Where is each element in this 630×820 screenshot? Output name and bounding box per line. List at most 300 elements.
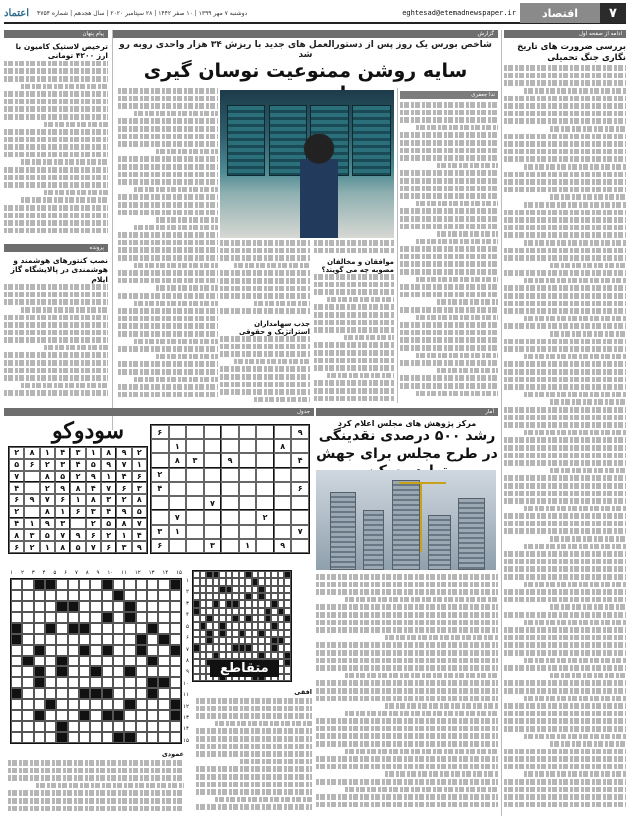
crossword-cell[interactable] [113, 645, 124, 656]
crossword-cell[interactable] [11, 656, 22, 667]
crossword-cell[interactable] [68, 612, 79, 623]
sudoku-cell[interactable] [186, 510, 204, 524]
crossword-cell[interactable] [34, 623, 45, 634]
crossword-cell[interactable] [11, 645, 22, 656]
crossword-cell[interactable] [34, 688, 45, 699]
sudoku-cell[interactable]: ۴ [151, 482, 169, 496]
crossword-cell [206, 600, 213, 607]
crossword-cell[interactable] [22, 699, 33, 710]
crossword-cell[interactable] [136, 601, 147, 612]
crossword-cell[interactable] [22, 590, 33, 601]
crossword-cell[interactable] [136, 710, 147, 721]
crossword-cell[interactable] [56, 623, 67, 634]
crossword-cell[interactable] [147, 612, 158, 623]
crossword-cell[interactable] [90, 634, 101, 645]
crossword-cell[interactable] [34, 634, 45, 645]
crossword-cell[interactable] [170, 721, 181, 732]
sudoku-cell[interactable] [221, 525, 239, 539]
crossword-cell[interactable] [136, 677, 147, 688]
crossword-cell[interactable] [11, 601, 22, 612]
sudoku-cell[interactable] [204, 482, 222, 496]
right-column [504, 42, 626, 816]
text-line [314, 396, 394, 402]
crossword-cell[interactable] [22, 623, 33, 634]
crossword-cell[interactable] [147, 721, 158, 732]
sudoku-cell[interactable]: ۶ [291, 482, 309, 496]
text-line [4, 299, 108, 305]
text-line [504, 711, 626, 717]
sudoku-cell[interactable]: ۹ [291, 425, 309, 439]
crossword-cell[interactable] [22, 601, 33, 612]
sudoku-cell[interactable] [274, 453, 292, 467]
crossword-cell[interactable] [113, 677, 124, 688]
sudoku-cell[interactable]: ۴ [291, 453, 309, 467]
sudoku-cell[interactable] [274, 496, 292, 510]
sudoku-cell[interactable] [256, 425, 274, 439]
crossword-cell[interactable] [136, 612, 147, 623]
sudoku-cell[interactable] [151, 439, 169, 453]
sudoku-cell[interactable] [204, 439, 222, 453]
crossword-cell[interactable] [113, 579, 124, 590]
sudoku-cell[interactable] [186, 539, 204, 553]
sudoku-cell[interactable] [239, 496, 257, 510]
crossword-cell[interactable] [90, 601, 101, 612]
sudoku-cell[interactable]: ۸ [169, 453, 187, 467]
crossword-cell[interactable] [158, 732, 169, 743]
text-line [327, 297, 394, 303]
crossword-cell[interactable] [113, 699, 124, 710]
sudoku-cell[interactable] [186, 482, 204, 496]
crossword-cell[interactable] [90, 699, 101, 710]
sudoku-cell[interactable]: ۳ [204, 539, 222, 553]
crossword-cell[interactable] [136, 623, 147, 634]
crossword-cell[interactable] [68, 721, 79, 732]
sudoku-puzzle-grid[interactable] [150, 424, 310, 554]
sudoku-cell[interactable] [274, 482, 292, 496]
crossword-cell[interactable] [158, 710, 169, 721]
crossword-cell [284, 666, 291, 673]
sudoku-cell[interactable] [204, 468, 222, 482]
sudoku-cell[interactable] [239, 453, 257, 467]
crossword-cell[interactable] [158, 666, 169, 677]
crossword-cell[interactable] [170, 590, 181, 601]
crossword-cell[interactable] [124, 721, 135, 732]
sudoku-cell[interactable]: ۷ [291, 525, 309, 539]
text-line [118, 210, 218, 216]
sudoku-cell[interactable]: ۱ [169, 525, 187, 539]
crossword-cell[interactable] [45, 590, 56, 601]
crossword-cell[interactable] [22, 710, 33, 721]
text-line [196, 728, 312, 734]
crossword-cell[interactable] [136, 699, 147, 710]
sudoku-cell[interactable] [151, 453, 169, 467]
crossword-cell[interactable] [68, 666, 79, 677]
crossword-cell[interactable] [102, 623, 113, 634]
crossword-cell[interactable] [136, 732, 147, 743]
sudoku-cell[interactable] [204, 425, 222, 439]
crossword-cell[interactable] [11, 732, 22, 743]
crossword-cell[interactable] [124, 656, 135, 667]
crossword-cell[interactable] [22, 732, 33, 743]
sudoku-cell[interactable] [291, 539, 309, 553]
crossword-cell[interactable] [124, 623, 135, 634]
crossword-cell[interactable] [45, 732, 56, 743]
sudoku-cell[interactable]: ۸ [274, 439, 292, 453]
text-line [504, 210, 626, 216]
crossword-block [147, 623, 158, 634]
crossword-cell[interactable] [136, 721, 147, 732]
crossword-block [158, 677, 169, 688]
text-line [314, 282, 394, 288]
sudoku-cell[interactable] [204, 525, 222, 539]
text-line [314, 388, 394, 394]
crossword-cell[interactable] [147, 645, 158, 656]
text-line [550, 604, 626, 610]
crossword-cell[interactable] [68, 645, 79, 656]
crossword-cell[interactable] [147, 710, 158, 721]
sudoku-cell[interactable] [291, 510, 309, 524]
crossword-cell[interactable] [113, 612, 124, 623]
crossword-cell[interactable] [170, 601, 181, 612]
crossword-cell[interactable] [158, 721, 169, 732]
text-line [524, 240, 626, 246]
sudoku-cell[interactable] [291, 468, 309, 482]
crossword-cell[interactable] [68, 732, 79, 743]
sudoku-cell[interactable]: ۳ [186, 453, 204, 467]
crossword-cell[interactable] [170, 732, 181, 743]
crossword-grid[interactable] [10, 578, 182, 744]
sudoku-cell[interactable] [169, 482, 187, 496]
crossword-cell[interactable] [45, 612, 56, 623]
crossword-cell[interactable] [158, 623, 169, 634]
crossword-cell[interactable] [90, 677, 101, 688]
crossword-cell[interactable] [22, 645, 33, 656]
sudoku-cell[interactable] [239, 525, 257, 539]
sudoku-cell[interactable] [274, 425, 292, 439]
housing-text [316, 574, 498, 816]
crossword-cell[interactable] [56, 634, 67, 645]
lead-label: گزارش [113, 30, 498, 38]
sudoku-cell[interactable] [256, 525, 274, 539]
crossword-cell[interactable] [170, 656, 181, 667]
crossword-cell[interactable] [113, 666, 124, 677]
crossword-cell[interactable] [34, 699, 45, 710]
crossword-cell[interactable] [79, 666, 90, 677]
sudoku-cell[interactable]: ۹ [221, 453, 239, 467]
crossword-cell[interactable] [45, 645, 56, 656]
sudoku-cell[interactable] [221, 468, 239, 482]
sudoku-cell[interactable] [274, 525, 292, 539]
crossword-cell[interactable] [11, 666, 22, 677]
crossword-cell[interactable] [147, 590, 158, 601]
crossword-cell[interactable] [56, 590, 67, 601]
crossword-cell[interactable] [45, 721, 56, 732]
sudoku-cell[interactable] [256, 482, 274, 496]
crossword-cell[interactable] [79, 634, 90, 645]
sudoku-cell[interactable] [221, 496, 239, 510]
crossword-cell[interactable] [170, 677, 181, 688]
text-line [316, 604, 498, 610]
crossword-cell[interactable] [22, 677, 33, 688]
crossword-cell[interactable] [170, 623, 181, 634]
crossword-cell[interactable] [136, 579, 147, 590]
crossword-cell[interactable] [158, 699, 169, 710]
sudoku-cell: ۶ [132, 471, 147, 483]
sudoku-cell[interactable] [221, 539, 239, 553]
sudoku-cell[interactable]: ۶ [151, 539, 169, 553]
sudoku-cell[interactable] [256, 539, 274, 553]
sudoku-cell[interactable] [169, 425, 187, 439]
sudoku-cell[interactable] [169, 539, 187, 553]
crossword-block [193, 600, 200, 607]
crossword-cell[interactable] [56, 677, 67, 688]
crossword-cell[interactable] [113, 634, 124, 645]
crossword-cell[interactable] [68, 634, 79, 645]
crossword-cell [265, 644, 272, 651]
crossword-cell[interactable] [34, 656, 45, 667]
crossword-cell[interactable] [102, 699, 113, 710]
crossword-cell[interactable] [102, 677, 113, 688]
crossword-cell[interactable] [79, 721, 90, 732]
crossword-cell[interactable] [34, 721, 45, 732]
crossword-cell[interactable] [79, 612, 90, 623]
crossword-cell[interactable] [113, 623, 124, 634]
crossword-cell[interactable] [124, 677, 135, 688]
crossword-cell[interactable] [79, 579, 90, 590]
crossword-cell[interactable] [170, 666, 181, 677]
crossword-cell[interactable] [79, 732, 90, 743]
crossword-cell[interactable] [90, 721, 101, 732]
sudoku-cell[interactable] [169, 496, 187, 510]
crossword-cell[interactable] [158, 688, 169, 699]
crossword-cell[interactable] [68, 590, 79, 601]
crossword-cell[interactable] [11, 721, 22, 732]
sudoku-cell[interactable] [239, 425, 257, 439]
crossword-cell[interactable] [124, 590, 135, 601]
crossword-cell[interactable] [56, 688, 67, 699]
crossword-cell[interactable] [22, 612, 33, 623]
crossword-cell[interactable] [113, 721, 124, 732]
crossword-cell[interactable] [34, 590, 45, 601]
section-email[interactable]: eghtesad@etemadnewspaper.ir [402, 9, 516, 17]
crossword-cell[interactable] [102, 590, 113, 601]
sudoku-cell[interactable] [256, 468, 274, 482]
crossword-cell[interactable] [113, 601, 124, 612]
sudoku-cell: ۳ [101, 494, 116, 506]
crossword-cell[interactable] [90, 579, 101, 590]
sudoku-cell[interactable] [291, 496, 309, 510]
crossword-cell[interactable] [22, 666, 33, 677]
crossword-cell[interactable] [158, 590, 169, 601]
crossword-cell [193, 593, 200, 600]
crossword-cell[interactable] [56, 699, 67, 710]
sudoku-cell[interactable] [186, 496, 204, 510]
crossword-cell[interactable] [11, 677, 22, 688]
sudoku-cell[interactable] [151, 496, 169, 510]
sudoku-cell[interactable] [186, 468, 204, 482]
crossword-cell[interactable] [90, 590, 101, 601]
crossword-cell[interactable] [102, 634, 113, 645]
crossword-cell[interactable] [170, 688, 181, 699]
crossword-cell[interactable] [45, 677, 56, 688]
sudoku-cell[interactable]: ۶ [151, 425, 169, 439]
crossword-cell[interactable] [34, 732, 45, 743]
crossword-cell[interactable] [22, 688, 33, 699]
sudoku-cell[interactable] [221, 482, 239, 496]
crossword-cell[interactable] [68, 688, 79, 699]
crossword-cell[interactable] [45, 710, 56, 721]
crossword-cell[interactable] [34, 601, 45, 612]
sudoku-cell[interactable]: ۲ [151, 468, 169, 482]
crossword-cell[interactable] [68, 579, 79, 590]
sudoku-cell[interactable]: ۷ [204, 496, 222, 510]
crossword-cell[interactable] [147, 666, 158, 677]
sudoku-cell[interactable] [256, 439, 274, 453]
sudoku-cell[interactable] [221, 510, 239, 524]
down-label: عمودی [161, 750, 184, 758]
crossword-cell[interactable] [79, 699, 90, 710]
crossword-cell[interactable] [56, 579, 67, 590]
crossword-cell[interactable] [170, 634, 181, 645]
sudoku-cell[interactable] [186, 425, 204, 439]
sudoku-cell[interactable] [256, 496, 274, 510]
crossword-cell[interactable] [124, 645, 135, 656]
crossword-cell[interactable] [158, 579, 169, 590]
crossword-cell [278, 666, 285, 673]
sudoku-cell: ۶ [55, 494, 70, 506]
crossword-cell[interactable] [45, 666, 56, 677]
crossword-cell[interactable] [113, 688, 124, 699]
sudoku-cell[interactable] [221, 425, 239, 439]
crossword-block [124, 612, 135, 623]
crossword-cell[interactable] [124, 688, 135, 699]
crossword-cell[interactable] [11, 590, 22, 601]
crossword-cell[interactable] [124, 634, 135, 645]
crossword-cell[interactable] [79, 601, 90, 612]
crossword-cell[interactable] [45, 634, 56, 645]
crossword-cell[interactable] [158, 612, 169, 623]
crossword-cell[interactable] [11, 579, 22, 590]
sudoku-cell[interactable] [291, 439, 309, 453]
sudoku-cell[interactable]: ۱ [239, 539, 257, 553]
sudoku-cell[interactable]: ۳ [151, 525, 169, 539]
crossword-cell[interactable] [147, 601, 158, 612]
crossword-cell[interactable] [56, 645, 67, 656]
sudoku-cell[interactable] [274, 468, 292, 482]
crossword-cell[interactable] [102, 732, 113, 743]
crossword-cell[interactable] [90, 612, 101, 623]
sudoku-cell[interactable]: ۱ [169, 439, 187, 453]
crossword-cell[interactable] [90, 732, 101, 743]
crossword-cell[interactable] [147, 699, 158, 710]
sudoku-cell[interactable]: ۷ [169, 510, 187, 524]
crossword-cell[interactable] [68, 677, 79, 688]
sudoku-cell[interactable] [239, 510, 257, 524]
crossword-cell[interactable] [113, 656, 124, 667]
crossword-cell[interactable] [147, 579, 158, 590]
sudoku-cell[interactable]: ۲ [256, 510, 274, 524]
crossword-cell[interactable] [90, 710, 101, 721]
crossword-cell[interactable] [147, 634, 158, 645]
crossword-cell[interactable] [90, 645, 101, 656]
sudoku-cell[interactable] [274, 510, 292, 524]
crossword-cell[interactable] [136, 590, 147, 601]
sudoku-cell[interactable]: ۹ [274, 539, 292, 553]
crossword-cell [258, 637, 265, 644]
crossword-cell[interactable] [79, 677, 90, 688]
sudoku-cell[interactable] [186, 439, 204, 453]
crossword-block [34, 710, 45, 721]
crossword-cell[interactable] [147, 732, 158, 743]
crossword-cell[interactable] [68, 656, 79, 667]
crossword-cell[interactable] [45, 656, 56, 667]
text-line [524, 734, 626, 740]
sudoku-cell[interactable] [239, 482, 257, 496]
sudoku-cell[interactable] [239, 439, 257, 453]
crossword-cell[interactable] [136, 666, 147, 677]
crossword-cell[interactable] [45, 688, 56, 699]
crossword-cell[interactable] [102, 721, 113, 732]
crossword-cell[interactable] [11, 699, 22, 710]
sudoku-cell[interactable] [151, 510, 169, 524]
crossword-cell[interactable] [56, 710, 67, 721]
crossword-cell[interactable] [11, 710, 22, 721]
crossword-cell[interactable] [170, 612, 181, 623]
crossword-cell[interactable] [68, 699, 79, 710]
crossword-cell[interactable] [158, 601, 169, 612]
crossword-cell[interactable] [22, 721, 33, 732]
crossword-cell[interactable] [11, 612, 22, 623]
crossword-block [34, 666, 45, 677]
crossword-cell[interactable] [158, 656, 169, 667]
crossword-cell[interactable] [22, 634, 33, 645]
crossword-cell[interactable] [79, 590, 90, 601]
crossword-cell[interactable] [22, 579, 33, 590]
sudoku-cell[interactable] [256, 453, 274, 467]
crossword-cell[interactable] [102, 656, 113, 667]
crossword-cell[interactable] [124, 710, 135, 721]
sudoku-cell[interactable] [221, 439, 239, 453]
text-line [196, 766, 312, 772]
sudoku-cell: ۸ [24, 447, 39, 459]
crossword-cell[interactable] [158, 645, 169, 656]
crossword-cell [258, 644, 265, 651]
crossword-cell[interactable] [90, 623, 101, 634]
crossword-cell[interactable] [102, 601, 113, 612]
crossword-cell [284, 608, 291, 615]
crossword-cell[interactable] [102, 666, 113, 677]
sudoku-cell[interactable] [204, 453, 222, 467]
sudoku-cell[interactable] [239, 468, 257, 482]
sudoku-cell[interactable] [204, 510, 222, 524]
crossword-cell[interactable] [79, 656, 90, 667]
crossword-cell[interactable] [34, 612, 45, 623]
crossword-cell[interactable] [68, 710, 79, 721]
text-line [118, 293, 218, 299]
crossword-cell[interactable] [90, 656, 101, 667]
crossword-cell[interactable] [124, 579, 135, 590]
crossword-cell[interactable] [136, 656, 147, 667]
sudoku-cell[interactable] [169, 468, 187, 482]
crossword-cell[interactable] [136, 688, 147, 699]
sudoku-cell[interactable] [186, 525, 204, 539]
crossword-cell [232, 637, 239, 644]
crossword-cell[interactable] [56, 612, 67, 623]
text-line [220, 240, 310, 246]
crossword-cell [239, 652, 246, 659]
crossword-cell[interactable] [45, 601, 56, 612]
crossword-cell [200, 652, 207, 659]
